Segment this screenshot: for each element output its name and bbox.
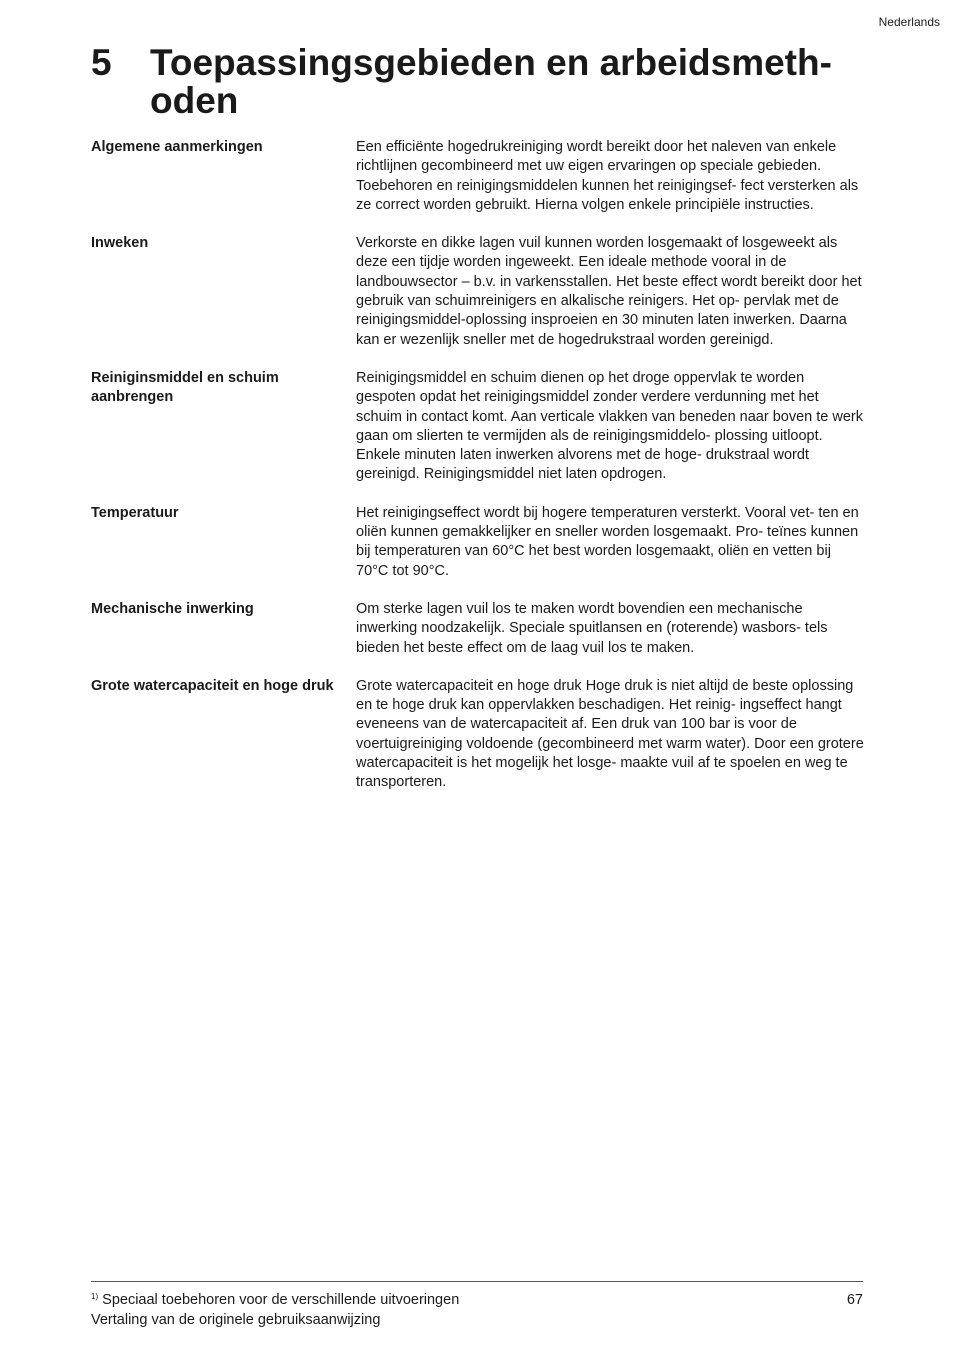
chapter-number: 5 (91, 42, 112, 83)
section-text: Een efficiënte hogedrukreiniging wordt bereikt door het naleven van enkele richtlijnen gecombineerd met uw eigen ervaringen op speciale gebieden. Toebehoren en reinigingsmiddelen kunnen het reinigingsef- fect versterken als ze correct worden gebruikt. Hierna volgen enkele principiële instructies. (356, 139, 859, 213)
section-mechanical (91, 600, 866, 658)
footnote-marker: 1) (91, 1292, 99, 1301)
section-label: Inweken (91, 235, 149, 252)
sections-container (91, 138, 866, 812)
section-text: Grote watercapaciteit en hoge druk Hoge druk is niet altijd de beste oplossing en te hoge druk kan oppervlakken beschadigen. Het reinig- ingseffect hangt eveneens van de watercapaciteit af. Een druk van 100 bar is voor de voertuigreiniging voldoende (gecombineerd met warm water). Door een grotere watercapaciteit is het mogelijk het losge- maakte vuil af te spoelen en weg te transporteren. (356, 677, 864, 791)
footnote-text: Speciaal toebehoren voor de verschillende uitvoeringen (102, 1292, 460, 1308)
chapter-title: Toepassingsgebieden en arbeidsmeth- oden (150, 42, 832, 121)
section-label: Mechanische inwerking (91, 600, 254, 617)
section-label: Temperatuur (91, 504, 179, 521)
language-label: Nederlands (878, 15, 940, 29)
section-text: Om sterke lagen vuil los te maken wordt bovendien een mechanische inwerking noodzakelijk. Speciale spuitlansen en (roterende) wasbors- tels bieden het beste effect om de laag vuil los te maken. (356, 600, 828, 656)
section-label: Algemene aanmerkingen (91, 139, 263, 155)
chapter-heading (91, 44, 891, 120)
section-label: Grote watercapaciteit en hoge druk (91, 677, 334, 694)
section-label: Reiniginsmiddel en schuim aanbrengen (91, 369, 279, 406)
section-text: Verkorste en dikke lagen vuil kunnen worden losgemaakt of losgeweekt als deze een tijdje worden ingeweekt. Een ideale methode vooral in de landbouwsector – b.v. in varkensstallen. Het beste effect wordt bereikt door het gebruik van schuimreinigers en alkalische reinigers. Het op- pervlak met de reinigingsmiddel-oplossing insproeien en 30 minuten laten inwerken. Daarna kan er wezenlijk sneller met de hogedrukstraal worden gereinigd. (356, 235, 862, 348)
footnote (91, 1292, 459, 1308)
section-temperature (91, 504, 866, 581)
section-detergent-foam (91, 369, 866, 485)
section-soaking (91, 234, 866, 350)
section-text: Reinigingsmiddel en schuim dienen op het droge oppervlak te worden gespoten opdat het reinigingsmiddel zonder verdere verdunning met het schuim in contact komt. Aan verticale vlakken van beneden naar boven te werk gaan om slierten te vermijden als de reinigingsmiddelo- plossing uitloopt. Enkele minuten laten inwerken alvorens met de hoge- drukstraal wordt gereinigd. Reinigingsmiddel niet laten opdrogen. (356, 369, 863, 483)
page-number: 67 (846, 1292, 863, 1308)
section-text: Het reinigingseffect wordt bij hogere temperaturen versterkt. Vooral vet- ten en oliën kunnen gemakkelijker en sneller worden losgemaakt. Pro- teïnes kunnen bij temperaturen van 60°C het best worden losgemaakt, oliën en vetten bij 70°C tot 90°C. (356, 504, 859, 579)
translation-note: Vertaling van de originele gebruiksaanwijzing (91, 1312, 381, 1328)
section-general (91, 138, 866, 215)
section-water-pressure (91, 677, 866, 793)
footer-divider (91, 1281, 863, 1282)
